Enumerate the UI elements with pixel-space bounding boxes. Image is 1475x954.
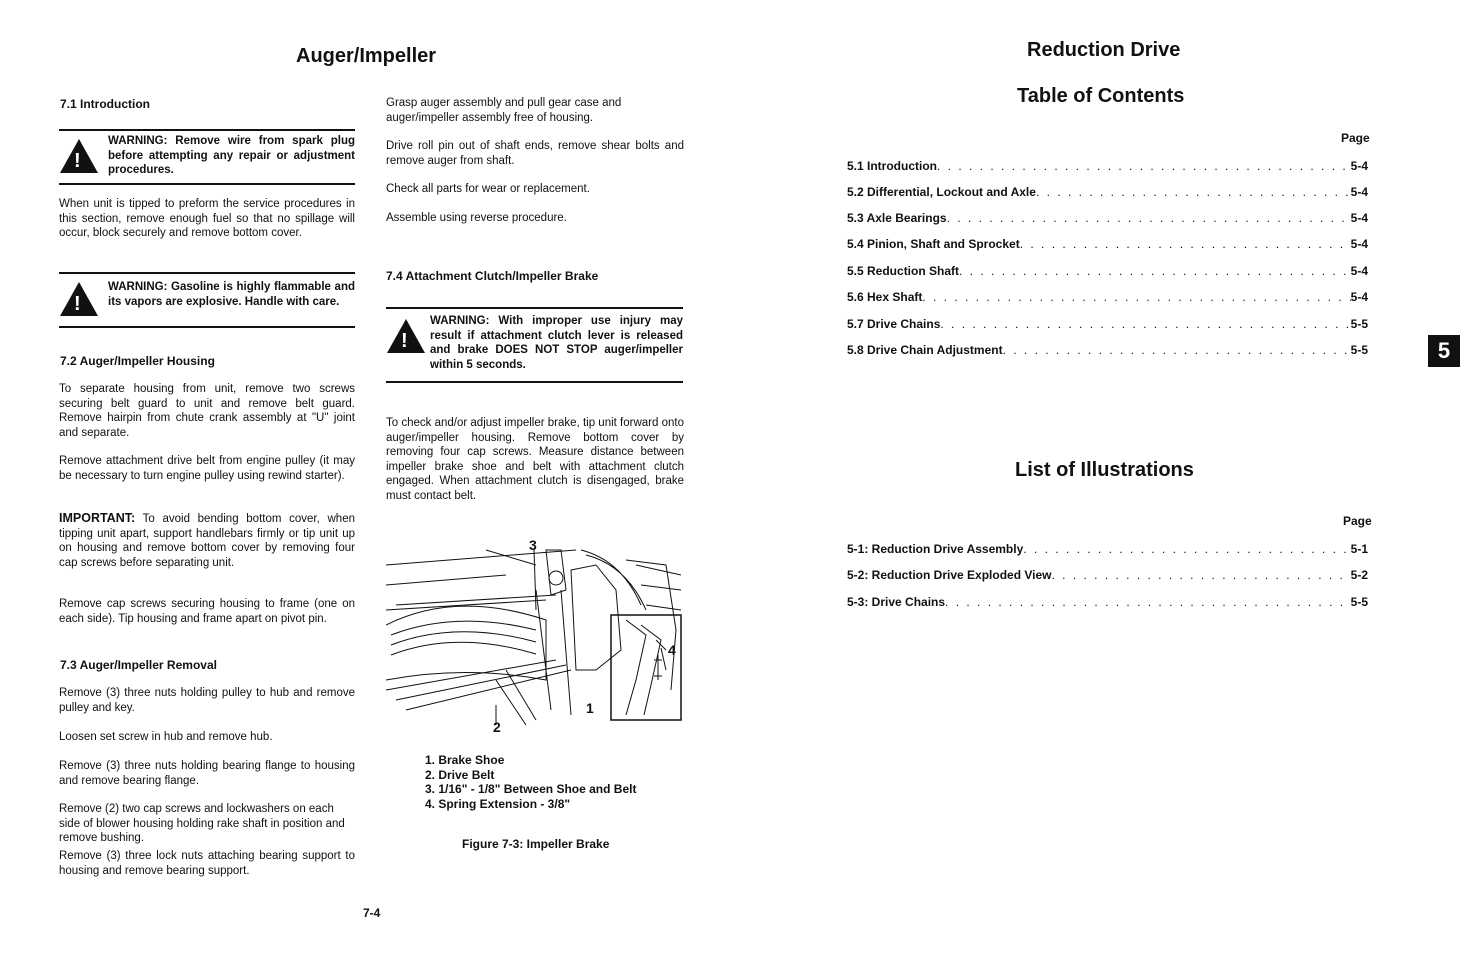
section-tab[interactable] — [1428, 335, 1460, 367]
warning-text: WARNING: Remove wire from spark plug before attempting any repair or adjustment procedures. — [108, 135, 355, 176]
toc-entry[interactable]: 5.6 Hex Shaft . . . 5-4 — [847, 290, 1368, 304]
warning-box-clutch — [386, 307, 683, 383]
paragraph: Loosen set screw in hub and remove hub. — [59, 731, 273, 743]
exclamation-icon: ! — [74, 150, 81, 172]
legend-item: 1. Brake Shoe — [425, 753, 505, 767]
figure-caption: Figure 7-3: Impeller Brake — [462, 837, 610, 851]
legend-item: 2. Drive Belt — [425, 767, 495, 782]
toc-entry[interactable]: 5.8 Drive Chain Adjustment . . . 5-5 — [847, 343, 1368, 357]
section-heading-7-3: 7.3 Auger/Impeller Removal — [60, 658, 217, 672]
toc-entry[interactable]: 5.4 Pinion, Shaft and Sprocket . . . 5-4 — [847, 237, 1368, 251]
paragraph: Check all parts for wear or replacement. — [386, 183, 590, 195]
paragraph: Grasp auger assembly and pull gear case and auger/impeller assembly free of housing. — [386, 97, 622, 124]
callout-2: 2 — [493, 719, 501, 735]
paragraph: To check and/or adjust impeller brake, tip unit forward onto auger/impeller housing. Remove bottom cover by removing four cap screws. Measure distance between impeller brake shoe and belt with attachment clutch engaged. When attachment clutch is disengaged, brake must contact belt. — [386, 417, 684, 502]
loi-title: List of Illustrations — [1015, 459, 1194, 481]
toc-page-label: Page — [1341, 131, 1370, 145]
paragraph: Remove (3) three nuts holding bearing flange to housing and remove bearing flange. — [59, 760, 355, 787]
paragraph: Remove attachment drive belt from engine pulley (it may be necessary to turn engine pulley using rewind starter). — [59, 455, 355, 482]
paragraph: Remove (2) two cap screws and lockwashers on each side of blower housing holding rake shaft in position and remove bushing. — [59, 803, 345, 844]
loi-entry[interactable]: 5-1: Reduction Drive Assembly . . . 5-1 — [847, 542, 1368, 556]
callout-4: 4 — [668, 642, 676, 658]
callout-1: 1 — [586, 700, 594, 716]
section-heading-7-1: 7.1 Introduction — [60, 97, 150, 111]
figure-legend — [425, 753, 636, 811]
toc-entry[interactable]: 5.2 Differential, Lockout and Axle . . . 5-4 — [847, 185, 1368, 199]
toc-entry[interactable]: 5.5 Reduction Shaft . . . 5-4 — [847, 264, 1368, 278]
impeller-brake-illustration — [386, 530, 686, 735]
warning-box-gasoline — [59, 272, 355, 328]
warning-box-spark-plug — [59, 129, 355, 185]
exclamation-icon: ! — [401, 330, 408, 352]
section-tab-number: 5 — [1437, 338, 1451, 363]
paragraph: Assemble using reverse procedure. — [386, 212, 567, 224]
paragraph: Drive roll pin out of shaft ends, remove shear bolts and remove auger from shaft. — [386, 140, 684, 167]
paragraph: To separate housing from unit, remove two screws securing belt guard to unit and remove belt guard. Remove hairpin from chute crank assembly at "U" joint and separate. — [59, 383, 355, 439]
paragraph: Remove (3) three nuts holding pulley to hub and remove pulley and key. — [59, 687, 355, 714]
paragraph: Remove cap screws securing housing to frame (one on each side). Tip housing and frame apart on pivot pin. — [59, 598, 355, 625]
loi-entry[interactable]: 5-2: Reduction Drive Exploded View . . . 5-2 — [847, 568, 1368, 582]
important-label: IMPORTANT: — [59, 511, 136, 525]
warning-text: WARNING: With improper use injury may result if attachment clutch lever is released and brake DOES NOT STOP auger/impeller within 5 seconds. — [430, 315, 683, 371]
page-title: Reduction Drive — [1027, 39, 1181, 61]
paragraph-important — [59, 511, 355, 570]
exclamation-icon: ! — [74, 293, 81, 315]
loi-page-label: Page — [1343, 514, 1372, 528]
page-title: Auger/Impeller — [296, 45, 437, 67]
toc-entry[interactable]: 5.3 Axle Bearings . . . 5-4 — [847, 211, 1368, 225]
toc-entry[interactable]: 5.7 Drive Chains . . . 5-5 — [847, 317, 1368, 331]
section-heading-7-2: 7.2 Auger/Impeller Housing — [60, 354, 215, 368]
loi-entry[interactable]: 5-3: Drive Chains . . . 5-5 — [847, 595, 1368, 609]
warning-text: WARNING: Gasoline is highly flammable and its vapors are explosive. Handle with care. — [108, 281, 355, 308]
paragraph: Remove (3) three lock nuts attaching bearing support to housing and remove bearing support. — [59, 850, 355, 877]
legend-item: 3. 1/16" - 1/8" Between Shoe and Belt — [425, 782, 637, 796]
legend-item: 4. Spring Extension - 3/8" — [425, 796, 571, 811]
paragraph: When unit is tipped to preform the service procedures in this section, remove enough fuel so that no spillage will occur, block securely and remove bottom cover. — [59, 198, 355, 239]
page-number: 7-4 — [363, 906, 381, 920]
important-text: To avoid bending bottom cover, when tipping unit apart, support handlebars firmly or tip unit up on housing and remove bottom cover by removing four cap screws before separating unit. — [59, 513, 355, 569]
toc-title: Table of Contents — [1017, 85, 1185, 107]
section-heading-7-4: 7.4 Attachment Clutch/Impeller Brake — [386, 269, 599, 283]
callout-3: 3 — [529, 537, 537, 553]
toc-entry[interactable]: 5.1 Introduction . . . 5-4 — [847, 159, 1368, 173]
